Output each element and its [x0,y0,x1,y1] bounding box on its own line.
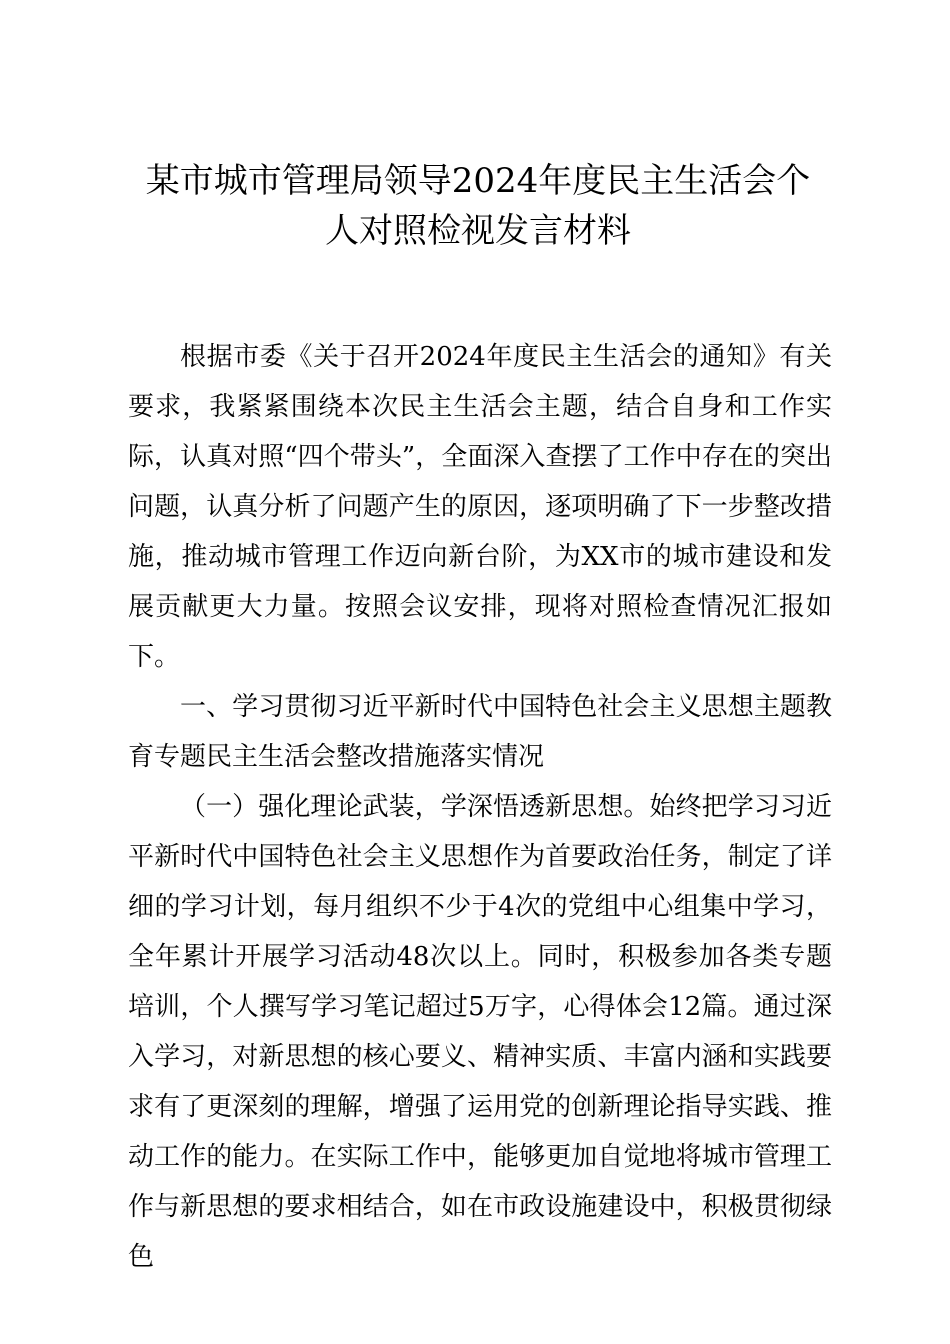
document-body [128,332,832,1282]
subsection-paragraph-1: （一）强化理论武装，学深悟透新思想。始终把学习习近平新时代中国特色社会主义思想作为首要政治任务，制定了详细的学习计划，每月组织不少于4次的党组中心组集中学习，全年累计开展学习活动48次以上。同时，积极参加各类专题培训，个人撰写学习笔记超过5万字，心得体会12篇。通过深入学习，对新思想的核心要义、精神实质、丰富内涵和实践要求有了更深刻的理解，增强了运用党的创新理论指导实践、推动工作的能力。在实际工作中，能够更加自觉地将城市管理工作与新思想的要求相结合，如在市政设施建设中，积极贯彻绿色 [128,792,832,1272]
title-line-1: 某市城市管理局领导2024年度民主生活会个 [145,161,811,201]
title-line-2: 人对照检视发言材料 [325,211,631,251]
intro-paragraph: 根据市委《关于召开2024年度民主生活会的通知》有关要求，我紧紧围绕本次民主生活会主题，结合自身和工作实际，认真对照“四个带头”，全面深入查摆了工作中存在的突出问题，认真分析了问题产生的原因，逐项明确了下一步整改措施，推动城市管理工作迈向新台阶，为XX市的城市建设和发展贡献更大力量。按照会议安排，现将对照检查情况汇报如下。 [128,342,832,672]
document-title [128,156,828,256]
section-heading-1: 一、学习贯彻习近平新时代中国特色社会主义思想主题教育专题民主生活会整改措施落实情况 [128,692,832,772]
